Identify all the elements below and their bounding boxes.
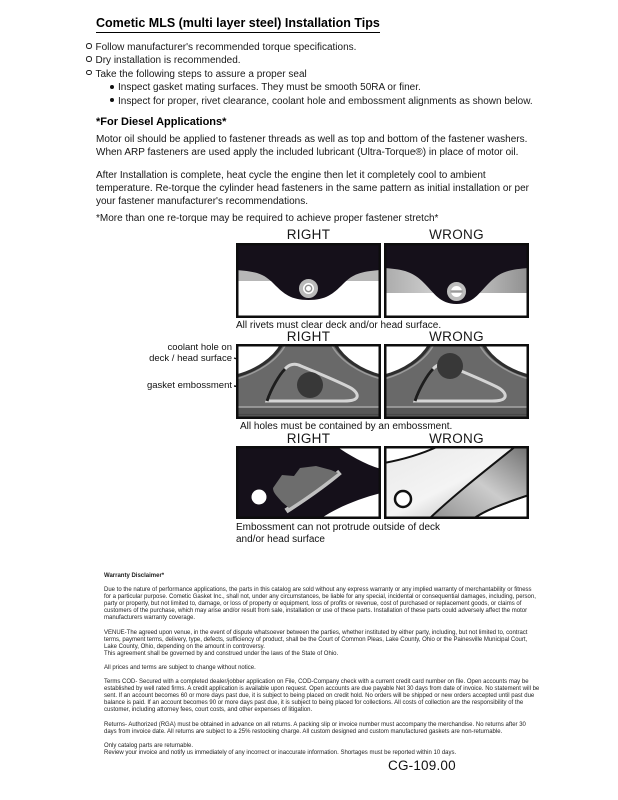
dot-bullet-icon: [110, 98, 114, 102]
governed-line: This agreement shall be governed by and construed under the laws of the State of Ohio.: [104, 650, 339, 657]
tip-text: Inspect gasket mating surfaces. They must be smooth 50RA or finer.: [118, 82, 421, 94]
venue-paragraph: VENUE-The agreed upon venue, in the event of dispute whatsoever between the parties, whether instituted by either party, including, but not limited to, contract terms, payment terms, delivery, type, defects, sufficiency of product, shall be the Court of Common Pleas, Lake County, Ohio or the Painesville Municipal Court, Lake County, Ohio, depending on the amount in controversy.: [104, 629, 528, 650]
tip-text: Take the following steps to assure a proper seal: [95, 68, 307, 80]
fig2-caption: All holes must be contained by an embossment.: [240, 421, 453, 432]
legal-fine-print: [104, 573, 540, 764]
diesel-paragraph-2: After Installation is complete, heat cycle the engine then let it completely cool to ambient temperature. Re-torque the cylinder head fasteners in the same pattern as initial installation or per your fastener manufacturer's recommendations.: [96, 170, 530, 207]
circle-bullet-icon: [86, 56, 92, 62]
fig3-caption-line2: and/or head surface: [236, 534, 325, 545]
fig1-right-label: RIGHT: [286, 227, 331, 242]
fig2-right-panel: [236, 344, 381, 419]
page-code: CG-109.00: [388, 758, 456, 773]
circle-bullet-icon: [86, 43, 92, 49]
installation-tips-list: [86, 41, 533, 108]
returns-paragraph: Returns- Authorized (RGA) must be obtained in advance on all returns. A packing slip or invoice number must accompany the merchandise. No returns after 30 days from invoice date. All returns are subject to a 25% restocking charge. All custom designed and custom manufactured gaskets are non-returnable.: [104, 721, 526, 735]
coolant-hole-label: [102, 342, 232, 364]
fig1-right-panel: [236, 243, 381, 318]
list-item: [110, 95, 533, 108]
circle-bullet-icon: [86, 70, 92, 76]
catalog-line: Only catalog parts are returnable.: [104, 742, 194, 749]
fig3-right-label: RIGHT: [286, 431, 331, 446]
page-title: Cometic MLS (multi layer steel) Installation Tips: [96, 16, 380, 33]
warranty-disclaimer-heading: Warranty Disclaimer*: [104, 573, 165, 579]
tip-text: Follow manufacturer's recommended torque specifications.: [95, 42, 357, 53]
fig1-caption: All rivets must clear deck and/or head surface.: [236, 320, 442, 331]
list-item: [86, 54, 533, 67]
terms-paragraph: Terms COD- Secured with a completed dealer/jobber application on File, COD-Company check with a current credit card number on file. Open accounts may be established by well rated firms. A credit application is available upon request. Open accounts are due payable Net 30 days from date of invoice. No statement will be sent. If an account becomes 60 or more days past due, it is subject to being placed on credit hold. No orders will be shipped or new orders accepted until past due balance is paid. If an account becomes 90 or more days past due, it is subject to being placed for collections. All costs of collection are the responsibility of the customer, including attorney fees, court costs, and other expenses of litigation.: [104, 679, 540, 714]
coolant-hole-label-line2: deck / head surface: [149, 353, 232, 364]
dot-bullet-icon: [110, 85, 114, 89]
review-line: Review your invoice and notify us immediately of any incorrect or inaccurate information. Shortages must be reported within 10 days.: [104, 749, 457, 756]
fig1-wrong-panel: [384, 243, 529, 318]
fig3-wrong-panel: [384, 446, 529, 519]
gasket-embossment-label: gasket embossment: [146, 380, 232, 391]
fig1-wrong-label: WRONG: [429, 227, 484, 242]
list-item: [86, 68, 533, 81]
coolant-hole-label-line1: coolant hole on: [167, 342, 232, 353]
tip-text: Dry installation is recommended.: [95, 55, 241, 67]
fig2-wrong-panel: [384, 344, 529, 419]
prices-line: All prices and terms are subject to change without notice.: [104, 664, 256, 671]
list-item: [110, 81, 533, 94]
fig2-right-label: RIGHT: [286, 329, 331, 344]
diesel-heading: *For Diesel Applications*: [96, 116, 227, 128]
fig3-right-panel: [236, 446, 381, 519]
fig3-wrong-label: WRONG: [429, 431, 484, 446]
warranty-paragraph: Due to the nature of performance applications, the parts in this catalog are sold without any express warranty or any implied warranty of merchantability or fitness for a particular purpose. Cometic Gasket Inc., shall not, under any circumstances, be liable for any special, incidental or consequential damages, including, person, party or property, but not limited to, damage, or loss of property or equipment, loss of profits or revenue, cost of purchased or replacement goods, or claims of customers of the purchase, which may arise and/or result from sale, installation or use of these parts. Installation of these parts could adversely affect the motor manufacturers warranty coverage.: [104, 587, 536, 622]
retorque-note: *More than one re-torque may be required to achieve proper fastener stretch*: [96, 213, 439, 224]
fig3-caption-line1: Embossment can not protrude outside of deck: [236, 522, 441, 533]
fig3-caption: [236, 522, 536, 546]
fig2-wrong-label: WRONG: [429, 329, 484, 344]
list-item: [86, 41, 533, 54]
tip-text: Inspect for proper, rivet clearance, coolant hole and embossment alignments as shown below.: [118, 95, 533, 107]
diesel-paragraph-1: Motor oil should be applied to fastener threads as well as top and bottom of the fastener washers. When ARP fasteners are used apply the included lubricant (Ultra-Torque®) in place of motor oil.: [96, 134, 528, 158]
